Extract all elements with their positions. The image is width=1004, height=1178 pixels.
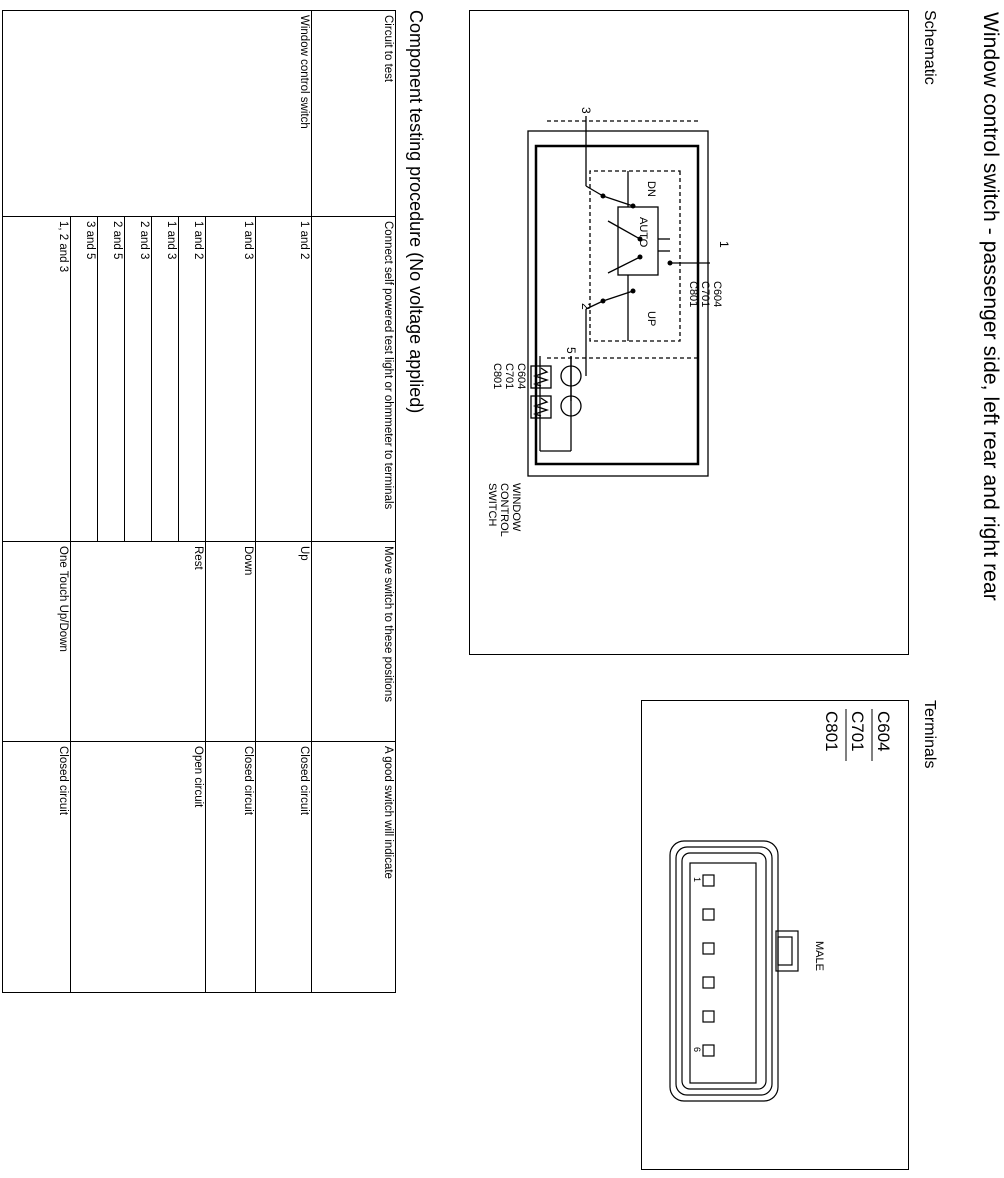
connector-gender-label: MALE (813, 941, 825, 971)
terminal-pin-last-label: 6 (692, 1047, 702, 1053)
switch-dn-label: DN (645, 181, 657, 197)
component-testing-table (2, 10, 396, 993)
page-title: Window control switch - passenger side, left rear and right rear (979, 12, 1002, 601)
header-move: Move switch to these positions (312, 542, 396, 742)
connector-code-top-1: C604 (711, 281, 723, 308)
row-8-result: Closed circuit (3, 742, 71, 993)
terminal-code-3: C801 (822, 711, 841, 752)
terminal-pin-first-label: 1 (692, 877, 702, 883)
row-1-result: Closed circuit (256, 742, 312, 993)
row-5-terminals: 2 and 3 (125, 217, 152, 542)
terminal-code-2: C701 (848, 711, 867, 752)
terminal-pins (703, 875, 714, 1056)
terminals-panel (641, 700, 909, 1170)
row-3-terminals: 1 and 2 (179, 217, 206, 542)
table-row (256, 11, 312, 993)
connector-code-bottom-2: C701 (503, 363, 515, 390)
terminal-code-1: C604 (874, 711, 893, 752)
row-6-terminals: 2 and 5 (98, 217, 125, 542)
pin-5-label: 5 (564, 347, 578, 354)
schematic-heading: Schematic (921, 10, 938, 85)
testing-heading: Component testing procedure (No voltage applied) (406, 10, 426, 414)
component-label-line-2: CONTROL (498, 483, 510, 537)
pin-1-label: 1 (717, 241, 731, 248)
row-4-terminals: 1 and 3 (152, 217, 179, 542)
row-8-terminals: 1, 2 and 3 (3, 217, 71, 542)
row-2-result: Closed circuit (206, 742, 256, 993)
component-label-line-1: WINDOW (510, 483, 522, 532)
row-2-terminals: 1 and 3 (206, 217, 256, 542)
schematic-panel (469, 10, 909, 655)
row-3-position: Rest (71, 542, 206, 742)
component-label-line-3: SWITCH (486, 483, 498, 527)
row-3-result: Open circuit (71, 742, 206, 993)
terminals-heading: Terminals (921, 700, 938, 769)
schematic-diagram (468, 11, 908, 656)
switch-up-label: UP (645, 311, 657, 327)
connector-code-top-3: C801 (687, 281, 699, 308)
header-connect: Connect self powered test light or ohmmeter to terminals (312, 217, 396, 542)
header-indicate: A good switch will indicate (312, 742, 396, 993)
row-1-terminals: 1 and 2 (256, 217, 312, 542)
switch-housing (528, 131, 708, 476)
circuit-name: Window control switch (3, 11, 312, 217)
resistor-2 (531, 396, 551, 418)
pin-2-label: 2 (579, 303, 593, 310)
row-8-position: One Touch Up/Down (3, 542, 71, 742)
pin-3-label: 3 (579, 107, 593, 114)
connector-code-bottom-1: C604 (515, 363, 527, 390)
connector-code-top-2: C701 (699, 281, 711, 308)
switch-body (536, 146, 698, 464)
header-circuit: Circuit to test (312, 11, 396, 217)
terminal-connector-diagram (640, 701, 908, 1171)
row-7-terminals: 3 and 5 (71, 217, 98, 542)
connector-body (670, 841, 798, 1101)
connector-code-bottom-3: C801 (491, 363, 503, 390)
row-1-position: Up (256, 542, 312, 742)
switch-auto-label: AUTO (637, 217, 649, 248)
table-header-row (312, 11, 396, 993)
resistor-1 (531, 366, 551, 388)
row-2-position: Down (206, 542, 256, 742)
